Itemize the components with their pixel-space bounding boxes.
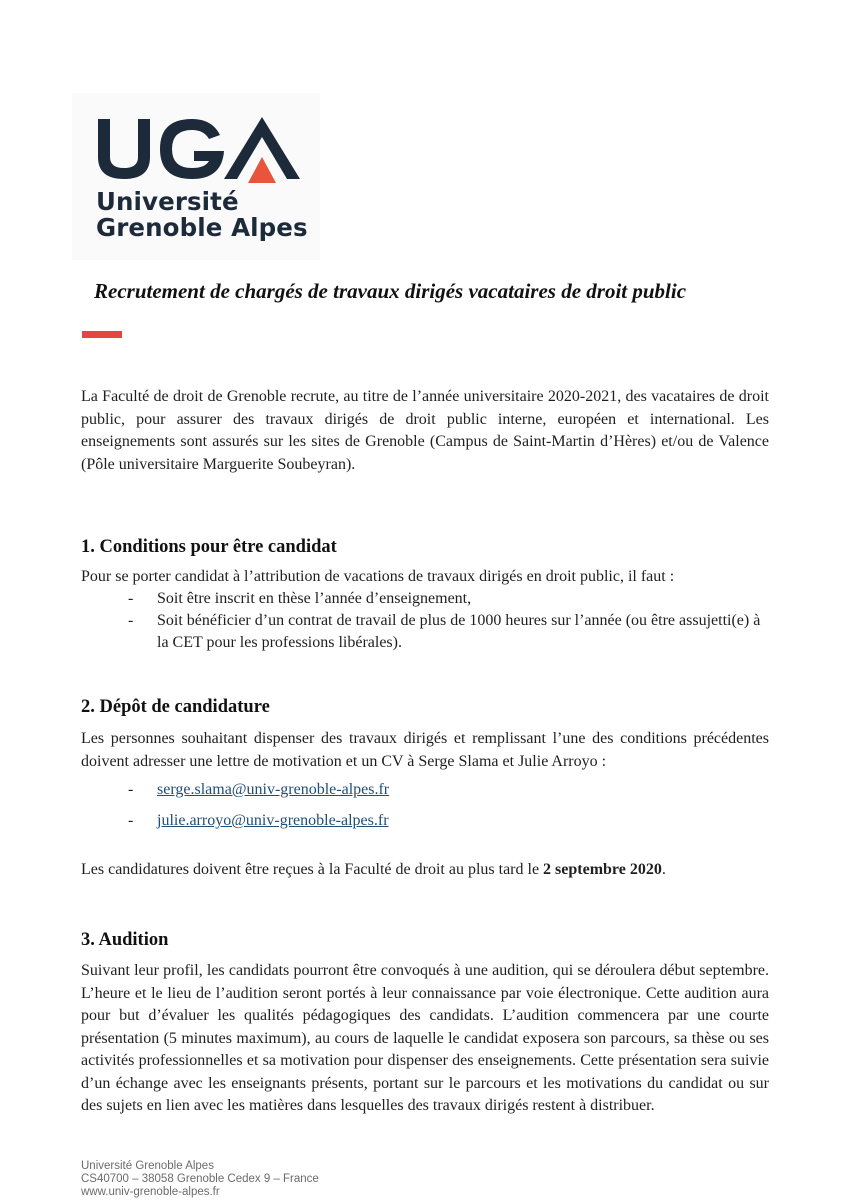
condition-text: Soit bénéficier d’un contrat de travail de plus de 1000 heures sur l’année (ou être assujetti(e) à la CET pour les professions libérales).: [157, 612, 761, 651]
footer-address: CS40700 – 38058 Grenoble Cedex 9 – France: [81, 1173, 319, 1185]
section-3-text: Suivant leur profil, les candidats pourront être convoqués à une audition, qui se déroulera début septembre. L’heure et le lieu de l’audition seront portés à leur connaissance par voie électronique. Cette audition aura pour but d’évaluer les qualités pédagogiques des candidats. L’audition commencera par une courte présentation (5 minutes maximum), au cours de laquelle le candidat exposera son parcours, sa thèse ou ses activités professionnelles et sa motivation pour dispenser des enseignements. Cette présentation sera suivie d’un échange avec les enseignants présents, portant sur le parcours et les motivations du candidat ou sur des sujets en lien avec les matières dans lesquelles des travaux dirigés restent à distribuer.: [81, 962, 769, 1114]
intro-paragraph: La Faculté de droit de Grenoble recrute, au titre de l’année universitaire 2020-2021, des vacataires de droit public, pour assurer des travaux dirigés de droit public interne, européen et international. Les enseignements sont assurés sur les sites de Grenoble (Campus de Saint-Martin d’Hères) et/ou de Valence (Pôle universitaire Marguerite Soubeyran).: [81, 388, 769, 473]
deadline-date: 2 septembre 2020: [543, 861, 662, 878]
list-item: [128, 610, 768, 654]
footer-website: www.univ-grenoble-alpes.fr: [81, 1186, 220, 1198]
list-item: [128, 779, 768, 801]
logo-text-universite: Université: [96, 187, 239, 216]
deadline-prefix: Les candidatures doivent être reçues à la Faculté de droit au plus tard le: [81, 861, 544, 878]
footer-org: Université Grenoble Alpes: [81, 1160, 214, 1172]
bullet-dash: -: [128, 781, 134, 798]
list-item: [128, 810, 768, 832]
page-footer: [81, 1160, 319, 1199]
bullet-dash: -: [128, 812, 134, 829]
conditions-list: [128, 588, 768, 654]
title-accent-bar: [82, 331, 122, 338]
document-title: Recrutement de chargés de travaux dirigés vacataires de droit public: [94, 279, 687, 303]
section-1-lead: Pour se porter candidat à l’attribution de vacations de travaux dirigés en droit public, il faut :: [81, 568, 675, 585]
email-list: [128, 779, 768, 841]
section-2-heading: 2. Dépôt de candidature: [81, 697, 270, 717]
section-1-heading: 1. Conditions pour être candidat: [81, 537, 337, 557]
list-item: [128, 588, 768, 610]
email-link-serge-slama[interactable]: serge.slama@univ-grenoble-alpes.fr: [157, 781, 390, 798]
bullet-dash: -: [128, 612, 134, 629]
section-2-lead: Les personnes souhaitant dispenser des travaux dirigés et remplissant l’une des conditions précédentes doivent adresser une lettre de motivation et un CV à Serge Slama et Julie Arroyo :: [81, 730, 769, 770]
condition-text: Soit être inscrit en thèse l’année d’enseignement,: [157, 590, 472, 607]
uga-logo: [72, 93, 320, 260]
logo-text-grenoble-alpes: Grenoble Alpes: [96, 213, 308, 242]
section-3-heading: 3. Audition: [81, 930, 169, 950]
deadline-suffix: .: [661, 861, 666, 878]
deadline-paragraph: [81, 859, 769, 882]
email-link-julie-arroyo[interactable]: julie.arroyo@univ-grenoble-alpes.fr: [157, 812, 389, 829]
bullet-dash: -: [128, 590, 134, 607]
uga-letters-logo: [96, 113, 306, 193]
